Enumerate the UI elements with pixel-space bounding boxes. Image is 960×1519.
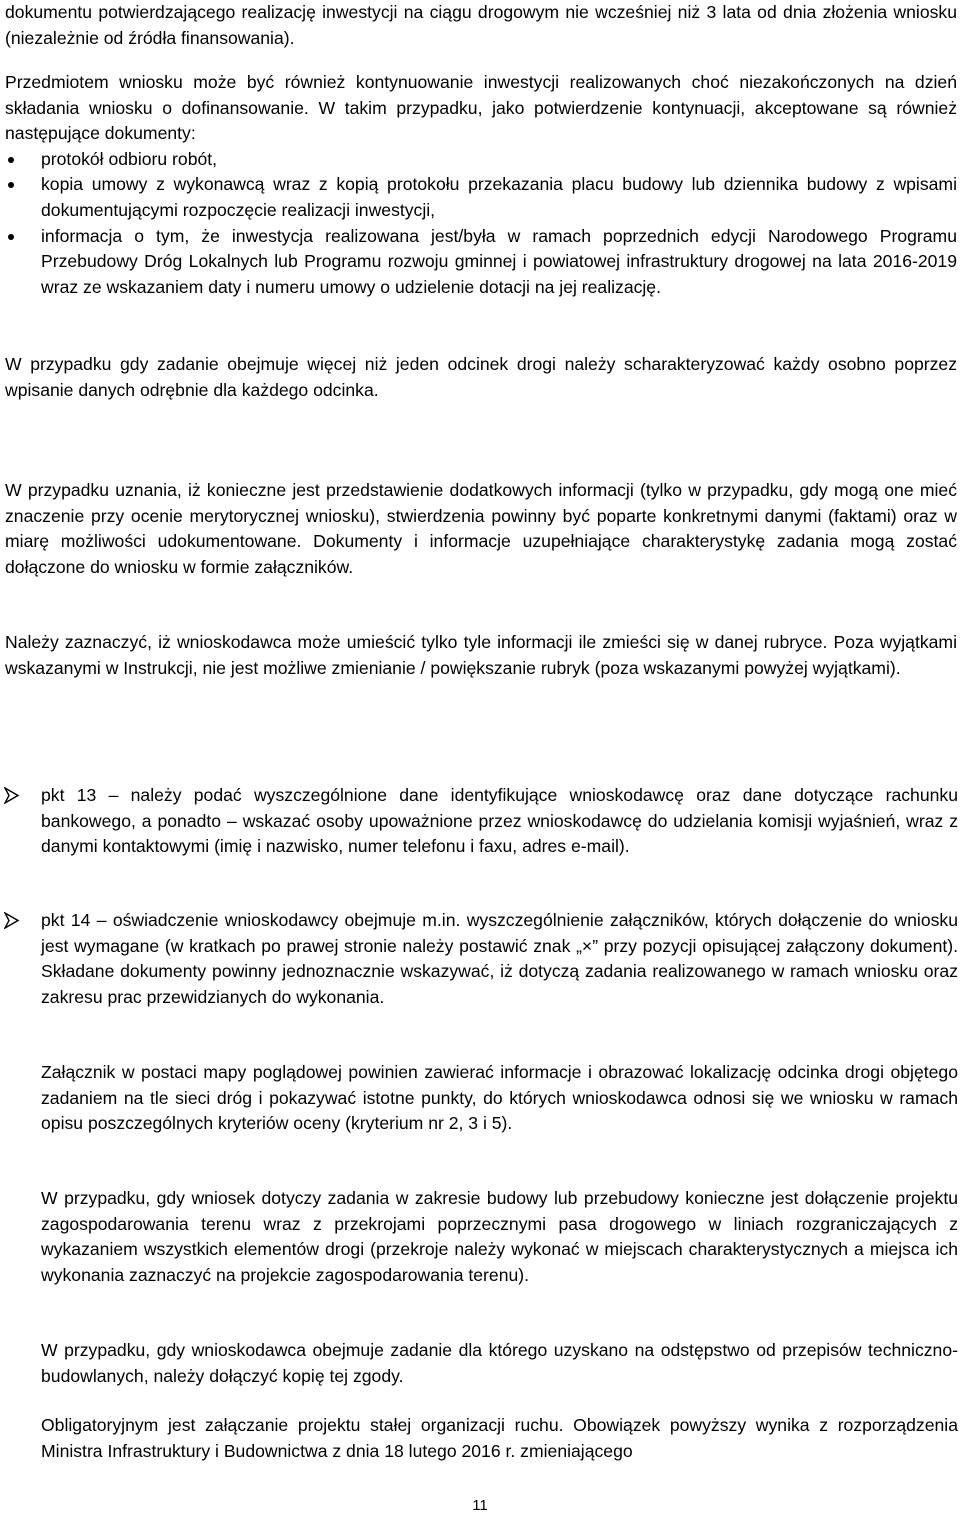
paragraph-additional-information: W przypadku uznania, iż konieczne jest przedstawienie dodatkowych informacji (tylko w przypadku, gdy mogą one mieć znaczenie przy ocenie merytorycznej wniosku), stwierdzenia powinny być poparte konkretnymi danymi (faktami) oraz w miarę możliwości udokumentowane. Dokumenty i informacje uzupełniające charakterystykę zadania mogą zostać dołączone do wniosku w formie załączników. — [5, 480, 957, 577]
item-pkt-13 — [0, 783, 958, 860]
paragraph-derogation-consent: W przypadku, gdy wnioskodawca obejmuje zadanie dla którego uzyskano na odstępstwo od przepisów techniczno-budowlanych, należy dołączyć kopię tej zgody. — [41, 1340, 958, 1386]
pkt-13-text: pkt 13 – należy podać wyszczególnione dane identyfikujące wnioskodawcę oraz dane dotyczące rachunku bankowego, a ponadto – wskazać osoby upoważnione przez wnioskodawcę do udzielania komisji wyjaśnień, wraz z danymi kontaktowymi (imię i nazwisko, numer telefonu i faxu, adres e-mail). — [41, 785, 958, 857]
page-number: 11 — [472, 1497, 488, 1514]
paragraph-overview-map: Załącznik w postaci mapy poglądowej powinien zawierać informacje i obrazować lokalizację odcinka drogi objętego zadaniem na tle sieci dróg i pokazywać istotne punkty, do których wnioskodawca odnosi się we wniosku w ramach opisu poszczególnych kryteriów oceny (kryterium nr 2, 3 i 5). — [41, 1062, 958, 1134]
paragraph-field-limits: Należy zaznaczyć, iż wnioskodawca może umieścić tylko tyle informacji ile zmieści się w danej rubryce. Poza wyjątkami wskazanymi w Instrukcji, nie jest możliwe zmienianie / powiększanie rubryk (poza wskazanymi powyżej wyjątkami). — [5, 632, 957, 678]
paragraph-multiple-sections: W przypadku gdy zadanie obejmuje więcej niż jeden odcinek drogi należy scharakteryzować każdy osobno poprzez wpisanie danych odrębnie dla każdego odcinka. — [5, 354, 957, 400]
paragraph-investment-confirmation: dokumentu potwierdzającego realizację inwestycji na ciągu drogowym nie wcześniej niż 3 lata od dnia złożenia wniosku (niezależnie od źródła finansowania). — [5, 2, 957, 48]
paragraph-continuation-text: Przedmiotem wniosku może być również kontynuowanie inwestycji realizowanych choć niezakończonych na dzień składania wniosku o dofinansowanie. W takim przypadku, jako potwierdzenie kontynuacji, akceptowane są również następujące dokumenty: — [5, 72, 957, 144]
arrow-bullet-icon — [4, 912, 20, 929]
item-pkt-14 — [0, 908, 958, 1010]
arrow-bullet-icon — [4, 787, 20, 804]
list-item: protokół odbioru robót, — [5, 147, 957, 173]
list-item: kopia umowy z wykonawcą wraz z kopią protokołu przekazania placu budowy lub dziennika budowy z wpisami dokumentującymi rozpoczęcie realizacji inwestycji, — [5, 172, 957, 223]
continuation-documents-list — [5, 147, 957, 301]
paragraph-continuation — [5, 70, 957, 300]
list-item: informacja o tym, że inwestycja realizowana jest/była w ramach poprzednich edycji Narodowego Programu Przebudowy Dróg Lokalnych lub Programu rozwoju gminnej i powiatowej infrastruktury drogowej na lata 2016-2019 wraz ze wskazaniem daty i numeru umowy o udzielenie dotacji na jej realizację. — [5, 224, 957, 301]
pkt-14-text: pkt 14 – oświadczenie wnioskodawcy obejmuje m.in. wyszczególnienie załączników, których dołączenie do wniosku jest wymagane (w kratkach po prawej stronie należy postawić znak „×” przy pozycji opisującej załączony dokument). Składane dokumenty powinny jednoznacznie wskazywać, iż dotyczą zadania realizowanego w ramach wniosku oraz zakresu prac przewidzianych do wykonania. — [41, 910, 958, 1007]
paragraph-development-project: W przypadku, gdy wniosek dotyczy zadania w zakresie budowy lub przebudowy konieczne jest dołączenie projektu zagospodarowania terenu wraz z przekrojami poprzecznymi pasa drogowego w liniach rozgraniczających z wykazaniem wszystkich elementów drogi (przekroje należy wykonać w miejscach charakterystycznych a miejsca ich wykonania zaznaczyć na projekcie zagospodarowania terenu). — [41, 1188, 958, 1285]
paragraph-traffic-organization: Obligatoryjnym jest załączanie projektu stałej organizacji ruchu. Obowiązek powyższy wynika z rozporządzenia Ministra Infrastruktury i Budownictwa z dnia 18 lutego 2016 r. zmieniającego — [41, 1415, 958, 1461]
